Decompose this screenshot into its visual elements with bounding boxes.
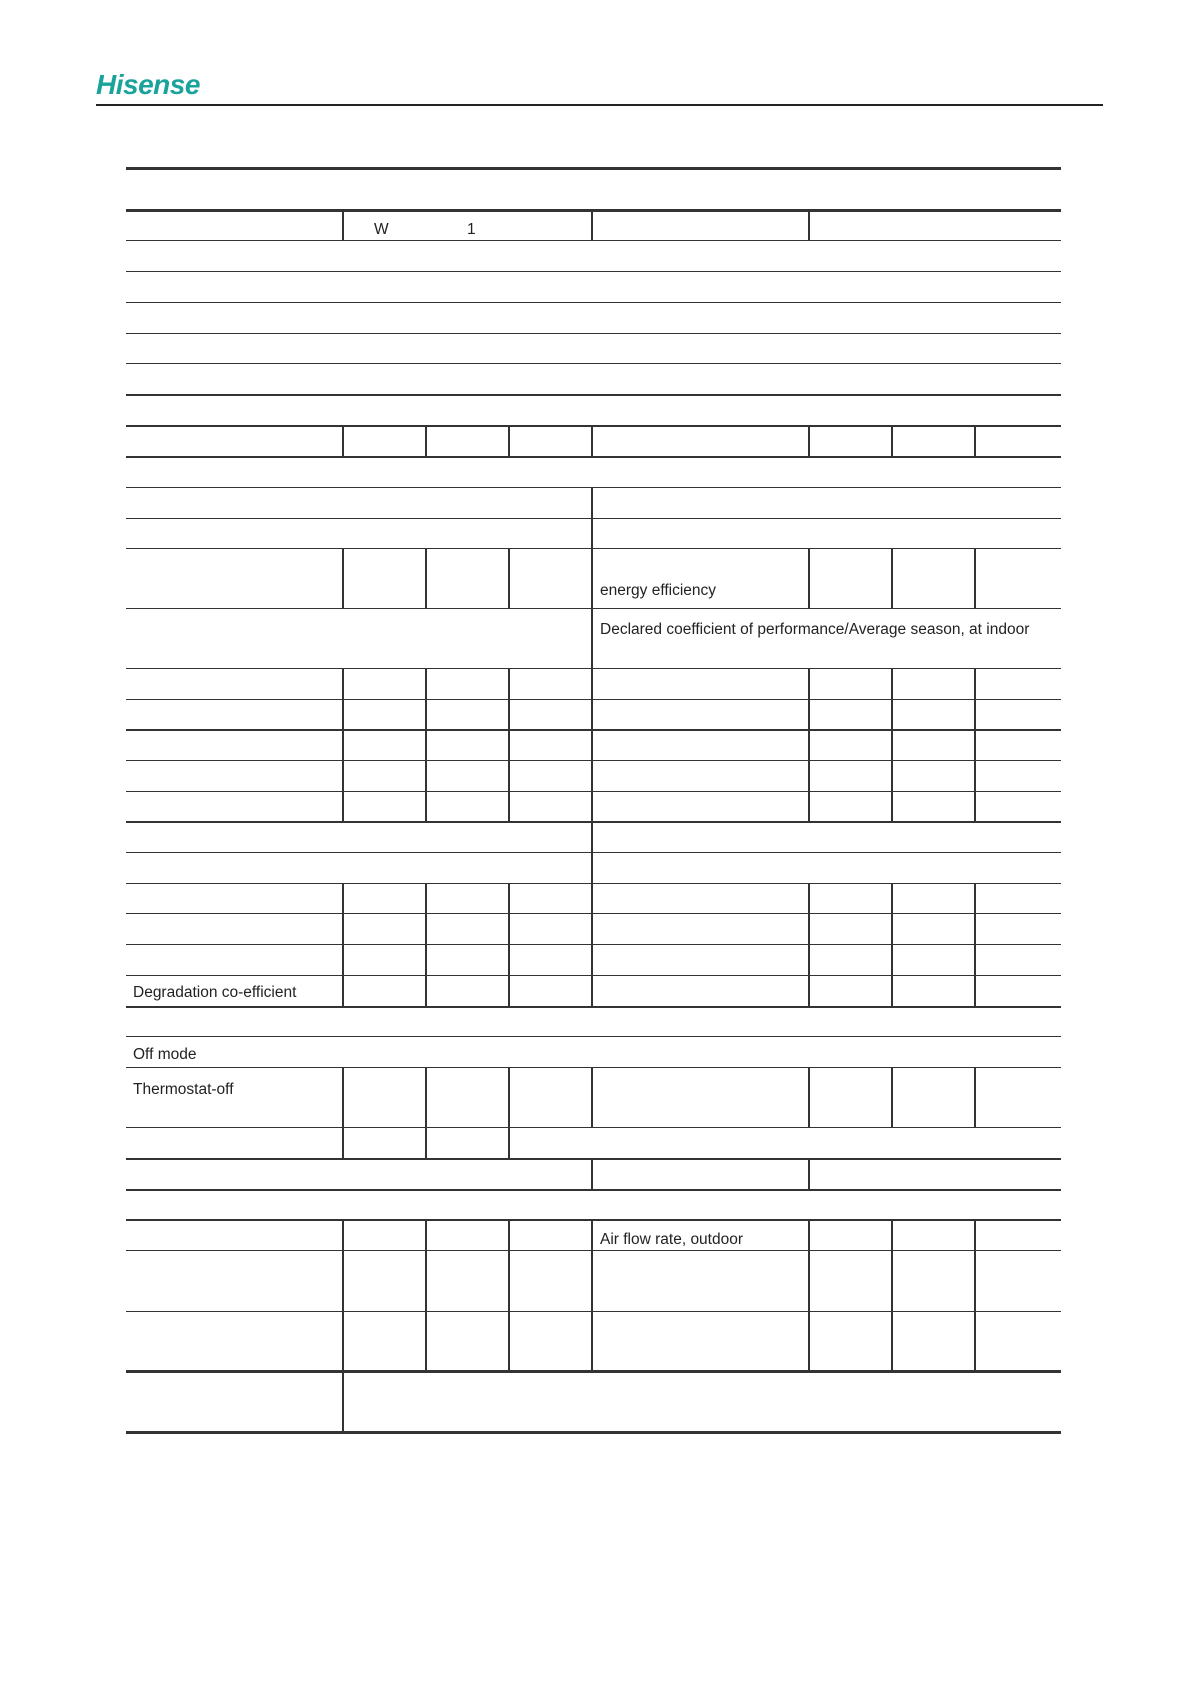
unit-label: W <box>374 221 389 238</box>
table-row-rule <box>126 1158 1061 1160</box>
table-column-rule <box>508 549 510 608</box>
table-row-rule <box>126 302 1061 303</box>
table-row-rule <box>126 852 1061 853</box>
declared-cop-label: Declared coefficient of performance/Average season, at indoor <box>600 621 1030 638</box>
table-row-rule <box>126 1067 1061 1068</box>
table-column-rule <box>808 549 810 608</box>
table-column-rule <box>508 1220 510 1370</box>
table-column-rule <box>342 1068 344 1158</box>
table-column-rule <box>808 210 810 240</box>
table-row-rule <box>126 1311 1061 1312</box>
table-column-rule <box>808 1159 810 1189</box>
table-row-rule <box>126 608 1061 609</box>
table-column-rule <box>508 426 510 456</box>
table-column-rule <box>591 1159 593 1189</box>
header-rule <box>96 104 1103 106</box>
table-column-rule <box>425 669 427 821</box>
table-row-rule <box>126 1036 1061 1037</box>
table-column-rule <box>974 1068 976 1128</box>
table-column-rule <box>974 883 976 1006</box>
table-column-rule <box>342 549 344 608</box>
table-column-rule <box>342 426 344 456</box>
table-row-rule <box>126 548 1061 549</box>
table-row-rule <box>126 883 1061 884</box>
table-row-rule <box>126 791 1061 792</box>
table-row-rule <box>126 363 1061 364</box>
table-column-rule <box>808 669 810 821</box>
table-column-rule <box>808 883 810 1006</box>
air-flow-outdoor-label: Air flow rate, outdoor <box>600 1231 744 1248</box>
table-row-rule <box>126 240 1061 241</box>
table-row-rule <box>126 913 1061 914</box>
table-column-rule <box>425 1068 427 1158</box>
table-column-rule <box>591 210 593 240</box>
table-column-rule <box>974 669 976 821</box>
table-column-rule <box>974 549 976 608</box>
table-column-rule <box>508 1068 510 1158</box>
table-column-rule <box>591 1068 593 1128</box>
table-column-rule <box>342 883 344 1006</box>
table-row-rule <box>126 1127 1061 1128</box>
table-column-rule <box>891 883 893 1006</box>
table-column-rule <box>891 669 893 821</box>
table-row-rule <box>126 944 1061 945</box>
table-row-rule <box>126 425 1061 427</box>
table-column-rule <box>342 669 344 821</box>
table-row-rule <box>126 1219 1061 1221</box>
table-row-rule <box>126 1250 1061 1251</box>
table-row-rule <box>126 760 1061 761</box>
table-column-rule <box>891 1220 893 1370</box>
table-column-rule <box>891 426 893 456</box>
table-column-rule <box>974 1220 976 1370</box>
table-row-rule <box>126 271 1061 272</box>
table-row-rule <box>126 456 1061 458</box>
table-row-rule <box>126 1431 1061 1434</box>
off-mode-label: Off mode <box>133 1046 197 1063</box>
table-column-rule <box>342 1220 344 1370</box>
table-row-rule <box>126 1370 1061 1373</box>
table-column-rule <box>508 883 510 1006</box>
table-column-rule <box>425 883 427 1006</box>
table-column-rule <box>591 426 593 456</box>
energy-efficiency-label: energy efficiency <box>600 582 717 599</box>
table-column-rule <box>591 1220 593 1370</box>
table-row-rule <box>126 518 1061 519</box>
unit-value: 1 <box>467 221 476 238</box>
table-column-rule <box>591 487 593 1006</box>
table-column-rule <box>342 210 344 240</box>
table-column-rule <box>974 426 976 456</box>
table-row-rule <box>126 699 1061 700</box>
table-row-rule <box>126 1006 1061 1008</box>
table-row-rule <box>126 394 1061 396</box>
table-column-rule <box>425 1220 427 1370</box>
table-column-rule <box>508 669 510 821</box>
table-column-rule <box>808 1220 810 1370</box>
table-column-rule <box>891 549 893 608</box>
table-column-rule <box>342 1371 344 1431</box>
table-row-rule <box>126 487 1061 488</box>
table-row-rule <box>126 167 1061 170</box>
table-column-rule <box>425 426 427 456</box>
table-row-rule <box>126 975 1061 976</box>
hisense-logo: Hisense <box>96 69 200 100</box>
table-column-rule <box>891 1068 893 1128</box>
table-row-rule <box>126 821 1061 823</box>
table-row-rule <box>126 1189 1061 1191</box>
table-row-rule <box>126 333 1061 334</box>
table-row-rule <box>126 209 1061 212</box>
table-column-rule <box>808 1068 810 1128</box>
table-column-rule <box>808 426 810 456</box>
table-row-rule <box>126 729 1061 731</box>
table-row-rule <box>126 668 1061 669</box>
table-column-rule <box>425 549 427 608</box>
degradation-label: Degradation co-efficient <box>133 984 297 1001</box>
thermostat-off-label: Thermostat-off <box>133 1081 234 1098</box>
